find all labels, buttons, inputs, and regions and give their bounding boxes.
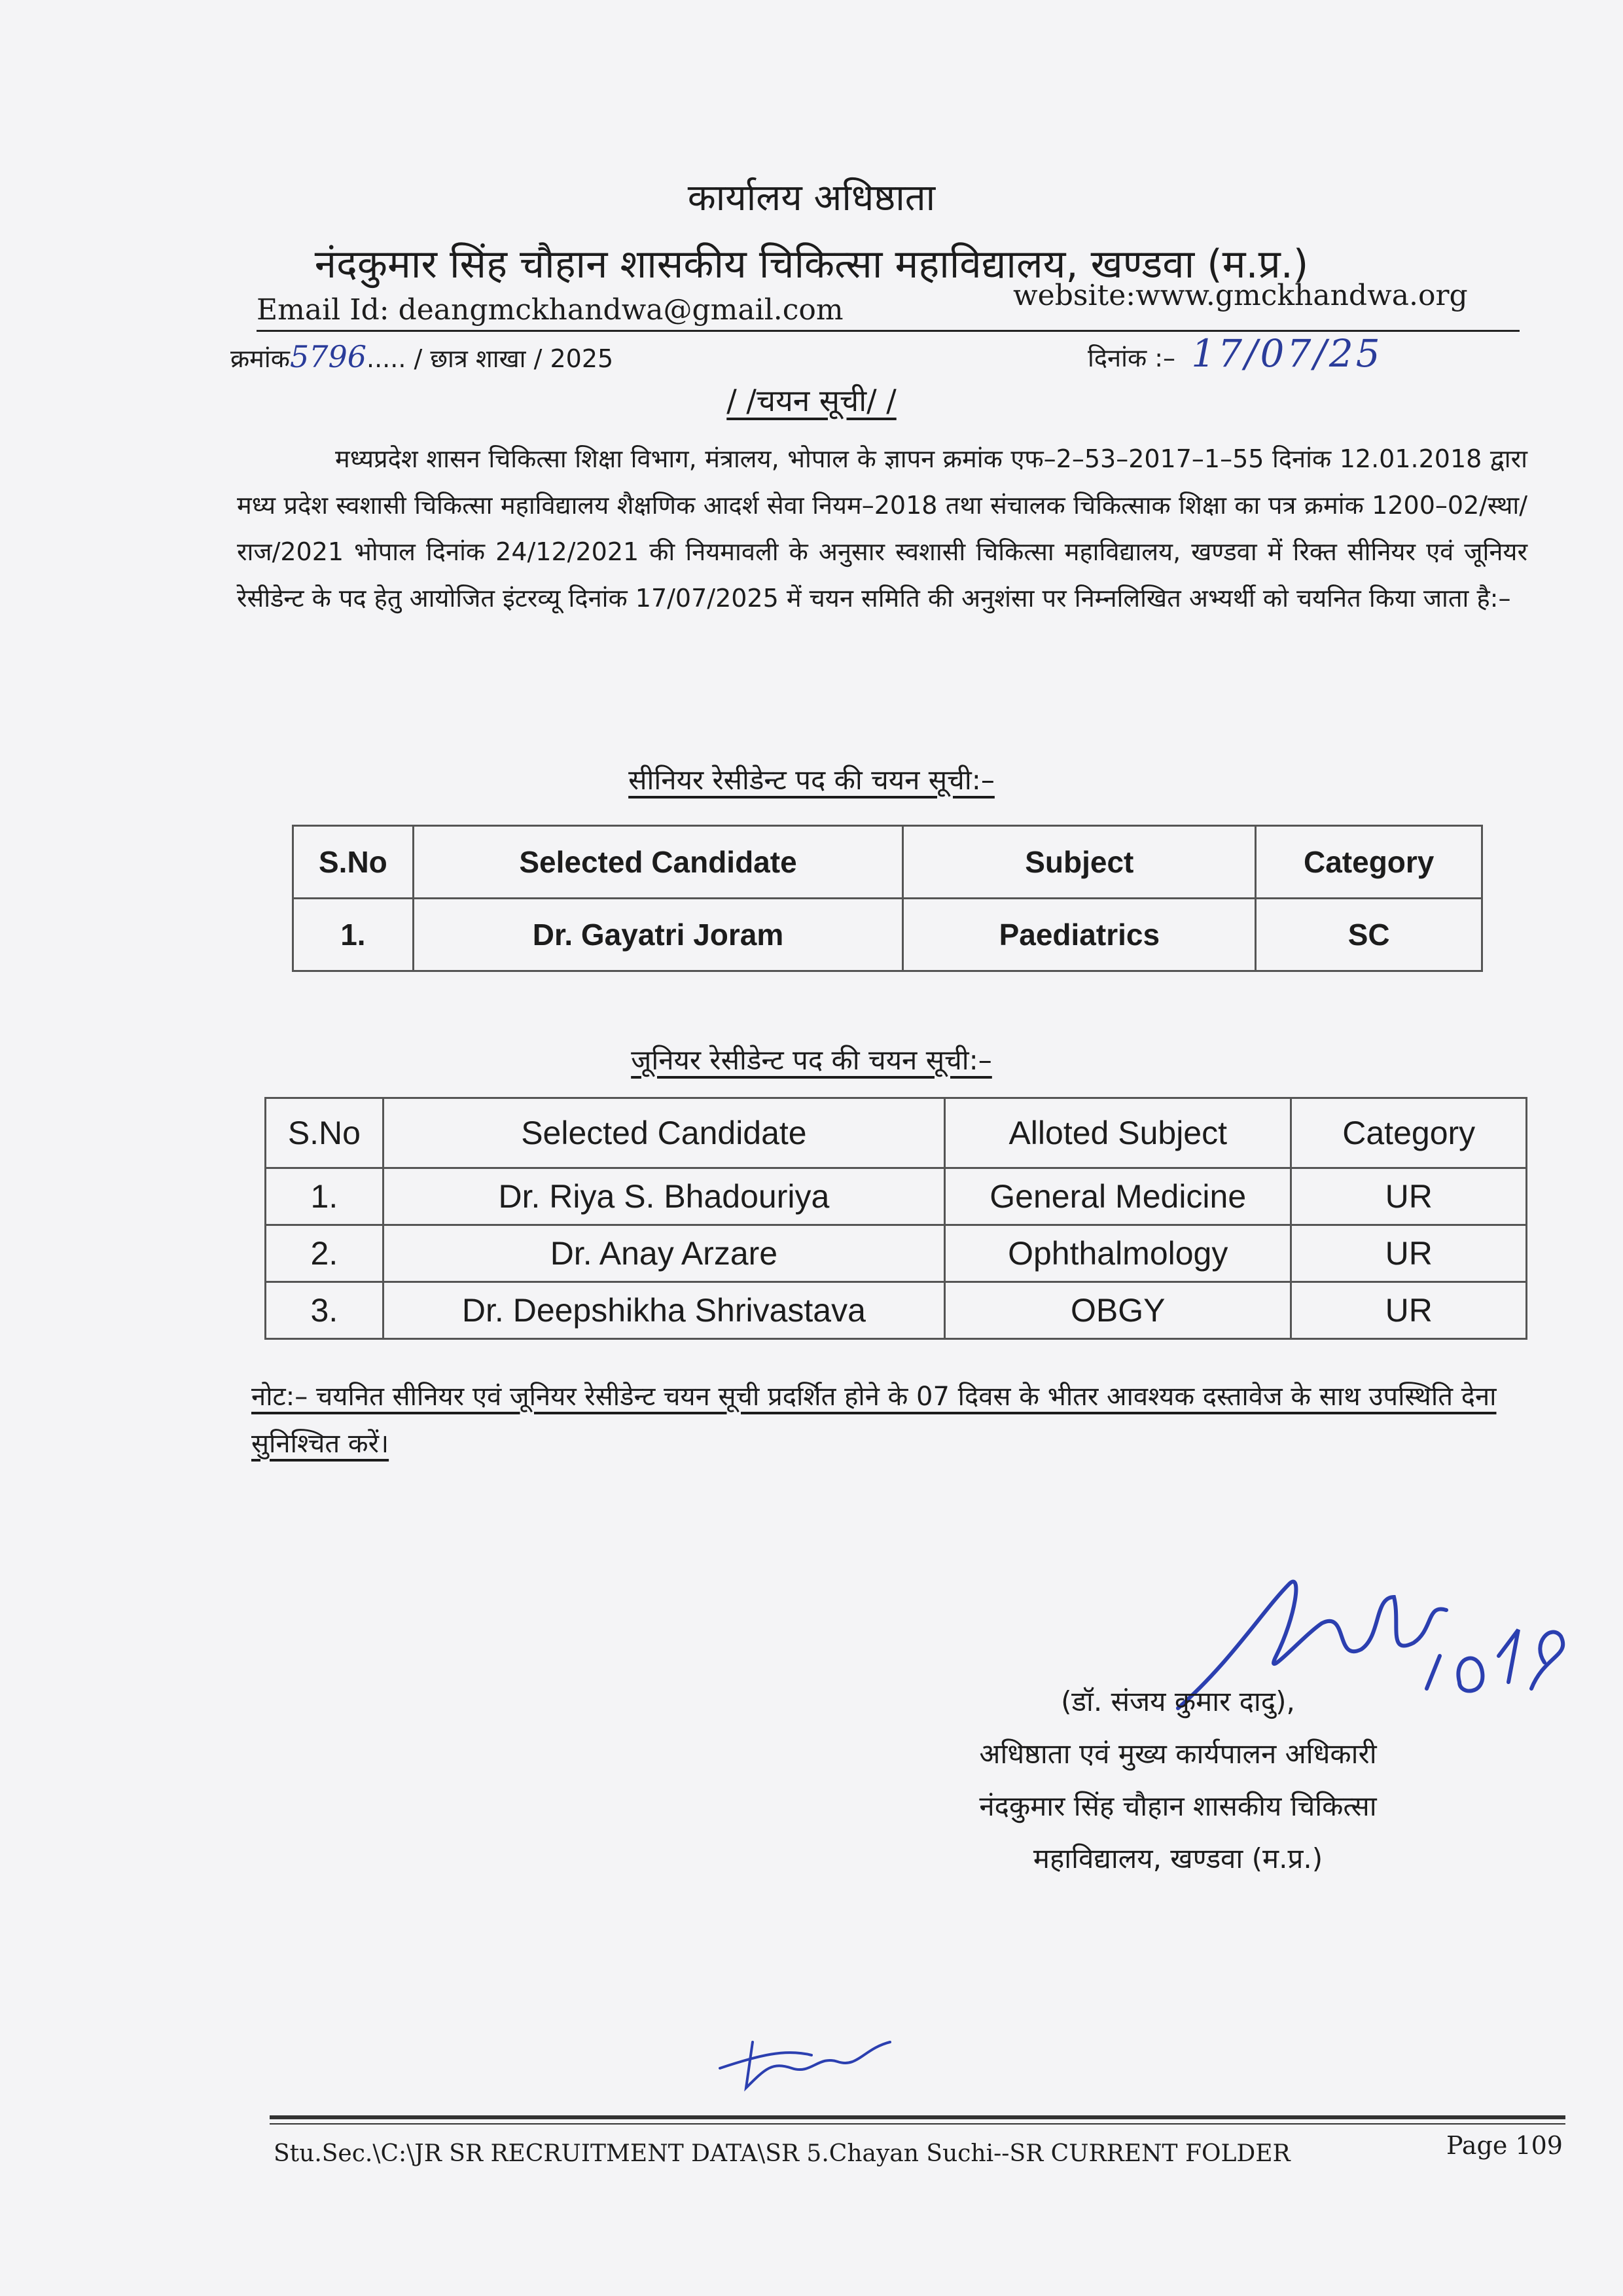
cell-subject: Paediatrics xyxy=(903,899,1256,971)
header-category: Category xyxy=(1291,1098,1527,1168)
senior-list-title: सीनियर रेसीडेन्ट पद की चयन सूची:– xyxy=(628,764,995,796)
senior-resident-table xyxy=(292,825,1483,972)
cell-sno: 1. xyxy=(293,899,414,971)
cell-sno: 2. xyxy=(266,1225,383,1282)
cell-category: UR xyxy=(1291,1282,1527,1339)
cell-category: SC xyxy=(1256,899,1482,971)
header-subject: Subject xyxy=(903,826,1256,899)
email: Email Id: deangmckhandwa@gmail.com xyxy=(257,293,844,327)
table-row xyxy=(266,1168,1527,1225)
table-row xyxy=(266,1282,1527,1339)
reference-date xyxy=(1088,331,1383,376)
office-title: कार्यालय अधिष्ठाता xyxy=(687,177,936,219)
footer-divider-thin xyxy=(270,2123,1565,2125)
header-sno: S.No xyxy=(266,1098,383,1168)
table-row xyxy=(266,1225,1527,1282)
junior-resident-table xyxy=(264,1097,1527,1340)
cell-candidate: Dr. Deepshikha Shrivastava xyxy=(383,1282,944,1339)
footer-path: Stu.Sec.\C:\JR SR RECRUITMENT DATA\SR 5.Chayan Suchi--SR CURRENT FOLDER xyxy=(274,2140,1291,2167)
date-handwritten-value: 17/07/25 xyxy=(1191,331,1383,376)
body-paragraph: मध्यप्रदेश शासन चिकित्सा शिक्षा विभाग, मंत्रालय, भोपाल के ज्ञापन क्रमांक एफ–2–53–2017–1–55 दिनांक 12.01.2018 द्वारा मध्य प्रदेश स्वशासी चिकित्सा महाविद्यालय शैक्षणिक आदर्श सेवा नियम–2018 तथा संचालक चिकित्साक शिक्षा का पत्र क्रमांक 1200–02/स्था/राज/2021 भोपाल दिनांक 24/12/2021 की नियमावली के अनुसार स्वशासी चिकित्सा महाविद्यालय, खण्डवा में रिक्त सीनियर एवं जूनियर रेसीडेन्ट के पद हेतु आयोजित इंटरव्यू दिनांक 17/07/2025 में चयन समिति की अनुशंसा पर निम्नलिखित अभ्यर्थी को चयनित किया जाता है:– xyxy=(237,444,1527,613)
table-row xyxy=(293,899,1482,971)
cell-category: UR xyxy=(1291,1168,1527,1225)
reference-suffix: / छात्र शाखा / 2025 xyxy=(414,344,614,373)
header-candidate: Selected Candidate xyxy=(413,826,902,899)
junior-list-title: जूनियर रेसीडेन्ट पद की चयन सूची:– xyxy=(631,1044,992,1076)
document-heading: / /चयन सूची/ / xyxy=(726,383,897,418)
note: नोट:– चयनित सीनियर एवं जूनियर रेसीडेन्ट चयन सूची प्रदर्शित होने के 07 दिवस के भीतर आवश्यक दस्तावेज के साथ उपस्थिति देना सुनिश्चित करें। xyxy=(251,1382,1497,1459)
cell-subject: OBGY xyxy=(945,1282,1291,1339)
header-category: Category xyxy=(1256,826,1482,899)
header-sno: S.No xyxy=(293,826,414,899)
table-header-row xyxy=(266,1098,1527,1168)
cell-sno: 3. xyxy=(266,1282,383,1339)
cell-subject: Ophthalmology xyxy=(945,1225,1291,1282)
reference-prefix: क्रमांक xyxy=(230,344,290,373)
website: website:www.gmckhandwa.org xyxy=(1013,279,1468,312)
cell-subject: General Medicine xyxy=(945,1168,1291,1225)
date-label: दिनांक :– xyxy=(1088,344,1176,372)
footer-divider-thick xyxy=(270,2115,1565,2119)
cell-candidate: Dr. Riya S. Bhadouriya xyxy=(383,1168,944,1225)
signatory-org-line2: महाविद्यालय, खण्डवा (म.प्र.) xyxy=(1033,1842,1323,1874)
cell-candidate: Dr. Anay Arzare xyxy=(383,1225,944,1282)
header-candidate: Selected Candidate xyxy=(383,1098,944,1168)
initials-scribble xyxy=(707,2016,916,2094)
signatory-designation: अधिष्ठाता एवं मुख्य कार्यपालन अधिकारी xyxy=(979,1738,1377,1770)
signatory-org-line1: नंदकुमार सिंह चौहान शासकीय चिकित्सा xyxy=(979,1790,1377,1822)
table-header-row xyxy=(293,826,1482,899)
cell-candidate: Dr. Gayatri Joram xyxy=(413,899,902,971)
college-title: नंदकुमार सिंह चौहान शासकीय चिकित्सा महाविद्यालय, खण्डवा (म.प्र.) xyxy=(314,242,1309,287)
reference-handwritten-number: 5796 xyxy=(289,339,367,374)
signatory-name: (डॉ. संजय कुमार दादु), xyxy=(1061,1685,1295,1717)
cell-category: UR xyxy=(1291,1225,1527,1282)
header-subject: Alloted Subject xyxy=(945,1098,1291,1168)
page-number: Page 109 xyxy=(1446,2131,1563,2160)
cell-sno: 1. xyxy=(266,1168,383,1225)
reference-number: क्रमांक5796..... / छात्र शाखा / 2025 xyxy=(230,339,614,374)
